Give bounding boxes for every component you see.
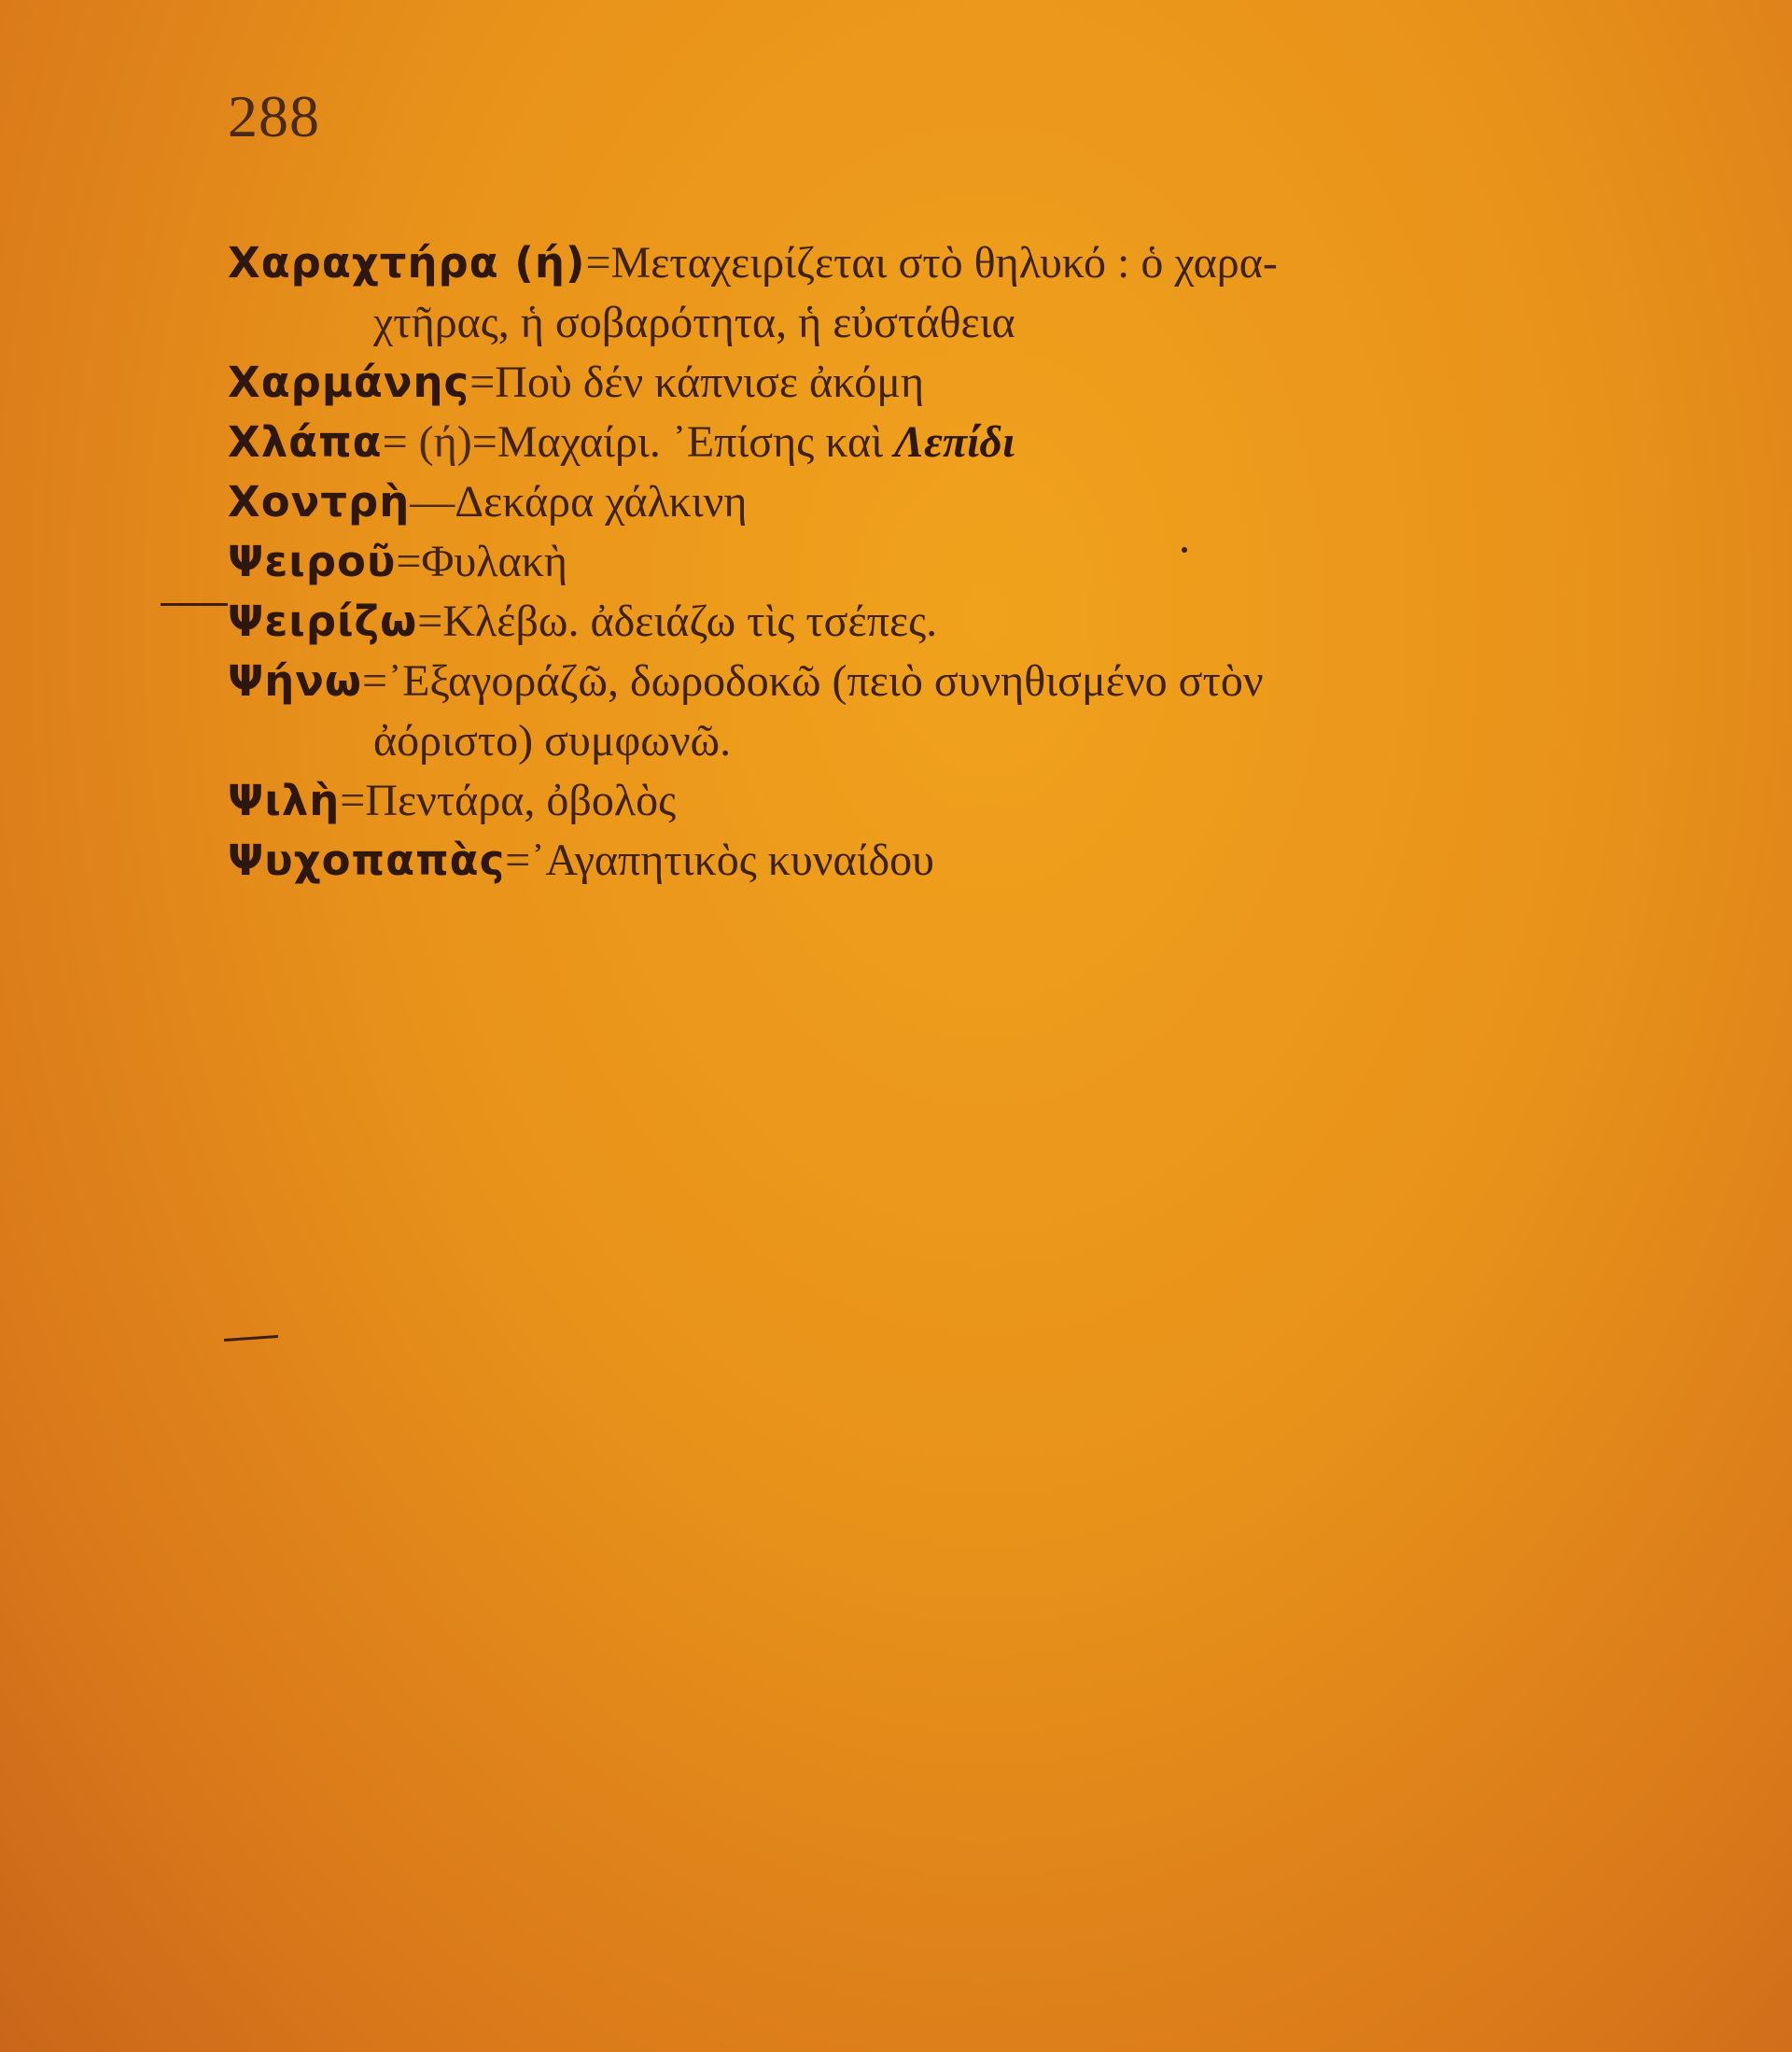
margin-pencil-mark [161,603,228,606]
entry-separator: = [396,537,422,586]
margin-pencil-mark [224,1335,278,1342]
entry-definition: Μαχαίρι. ᾿Επίσης καὶ [497,417,884,467]
entry-definition: Ποὺ δέν κάπνισε ἀκόμη [495,358,925,407]
entry-term: Ψήνω [228,656,363,706]
entry-separator: = [417,597,443,646]
glossary-entry [228,831,1730,891]
entry-term: Ψιλὴ [228,776,341,825]
entry-definition-continuation: χτῆρας, ἡ σοβαρότητα, ἡ εὐστάθεια [373,298,1015,347]
entry-term: Χλάπα [228,417,383,467]
entry-definition: ᾿Εξαγοράζῶ, δωροδοκῶ (πειὸ συνηθισμένο στὸν [387,656,1264,706]
entry-definition: ᾿Αγαπητικὸς κυναίδου [530,836,934,885]
entry-separator: = [362,656,388,706]
glossary-entries [228,233,1730,891]
entry-definition: Φυλακὴ [421,537,567,586]
entry-separator: — [410,477,455,527]
entry-term: Ψυχοπαπὰς [228,836,506,885]
entry-term: Ψειρίζω [228,597,418,646]
entry-term: Χαρμάνης [228,358,470,407]
entry-definition: Μεταχειρίζεται στὸ θηλυκό : ὁ χαρα- [610,238,1278,288]
glossary-entry [228,353,1730,413]
entry-separator: = [505,836,531,885]
glossary-entry [228,413,1730,472]
entry-term: Χαραχτήρα (ή) [228,238,586,288]
entry-term: Χοντρὴ [228,477,411,527]
glossary-entry [228,532,1730,592]
glossary-entry [228,592,1730,652]
entry-definition: Κλέβω. ἀδειάζω τὶς τσέπες. [442,597,938,646]
entry-term: Ψειροῦ [228,537,397,586]
page-number: 288 [228,83,320,149]
entry-emphasis: Λεπίδι [894,417,1015,467]
entry-separator: = [340,776,366,825]
entry-separator: = [469,358,496,407]
glossary-entry [228,472,1730,532]
entry-separator: = [585,238,611,288]
entry-separator: = (ή)= [382,417,497,467]
entry-definition: Δεκάρα χάλκινη [455,477,748,527]
glossary-entry [228,233,1730,353]
glossary-entry [228,652,1730,771]
glossary-entry [228,771,1730,831]
entry-definition: Πεντάρα, ὀβολὸς [365,776,677,825]
entry-definition-continuation: ἀόριστο) συμφωνῶ. [373,716,732,766]
